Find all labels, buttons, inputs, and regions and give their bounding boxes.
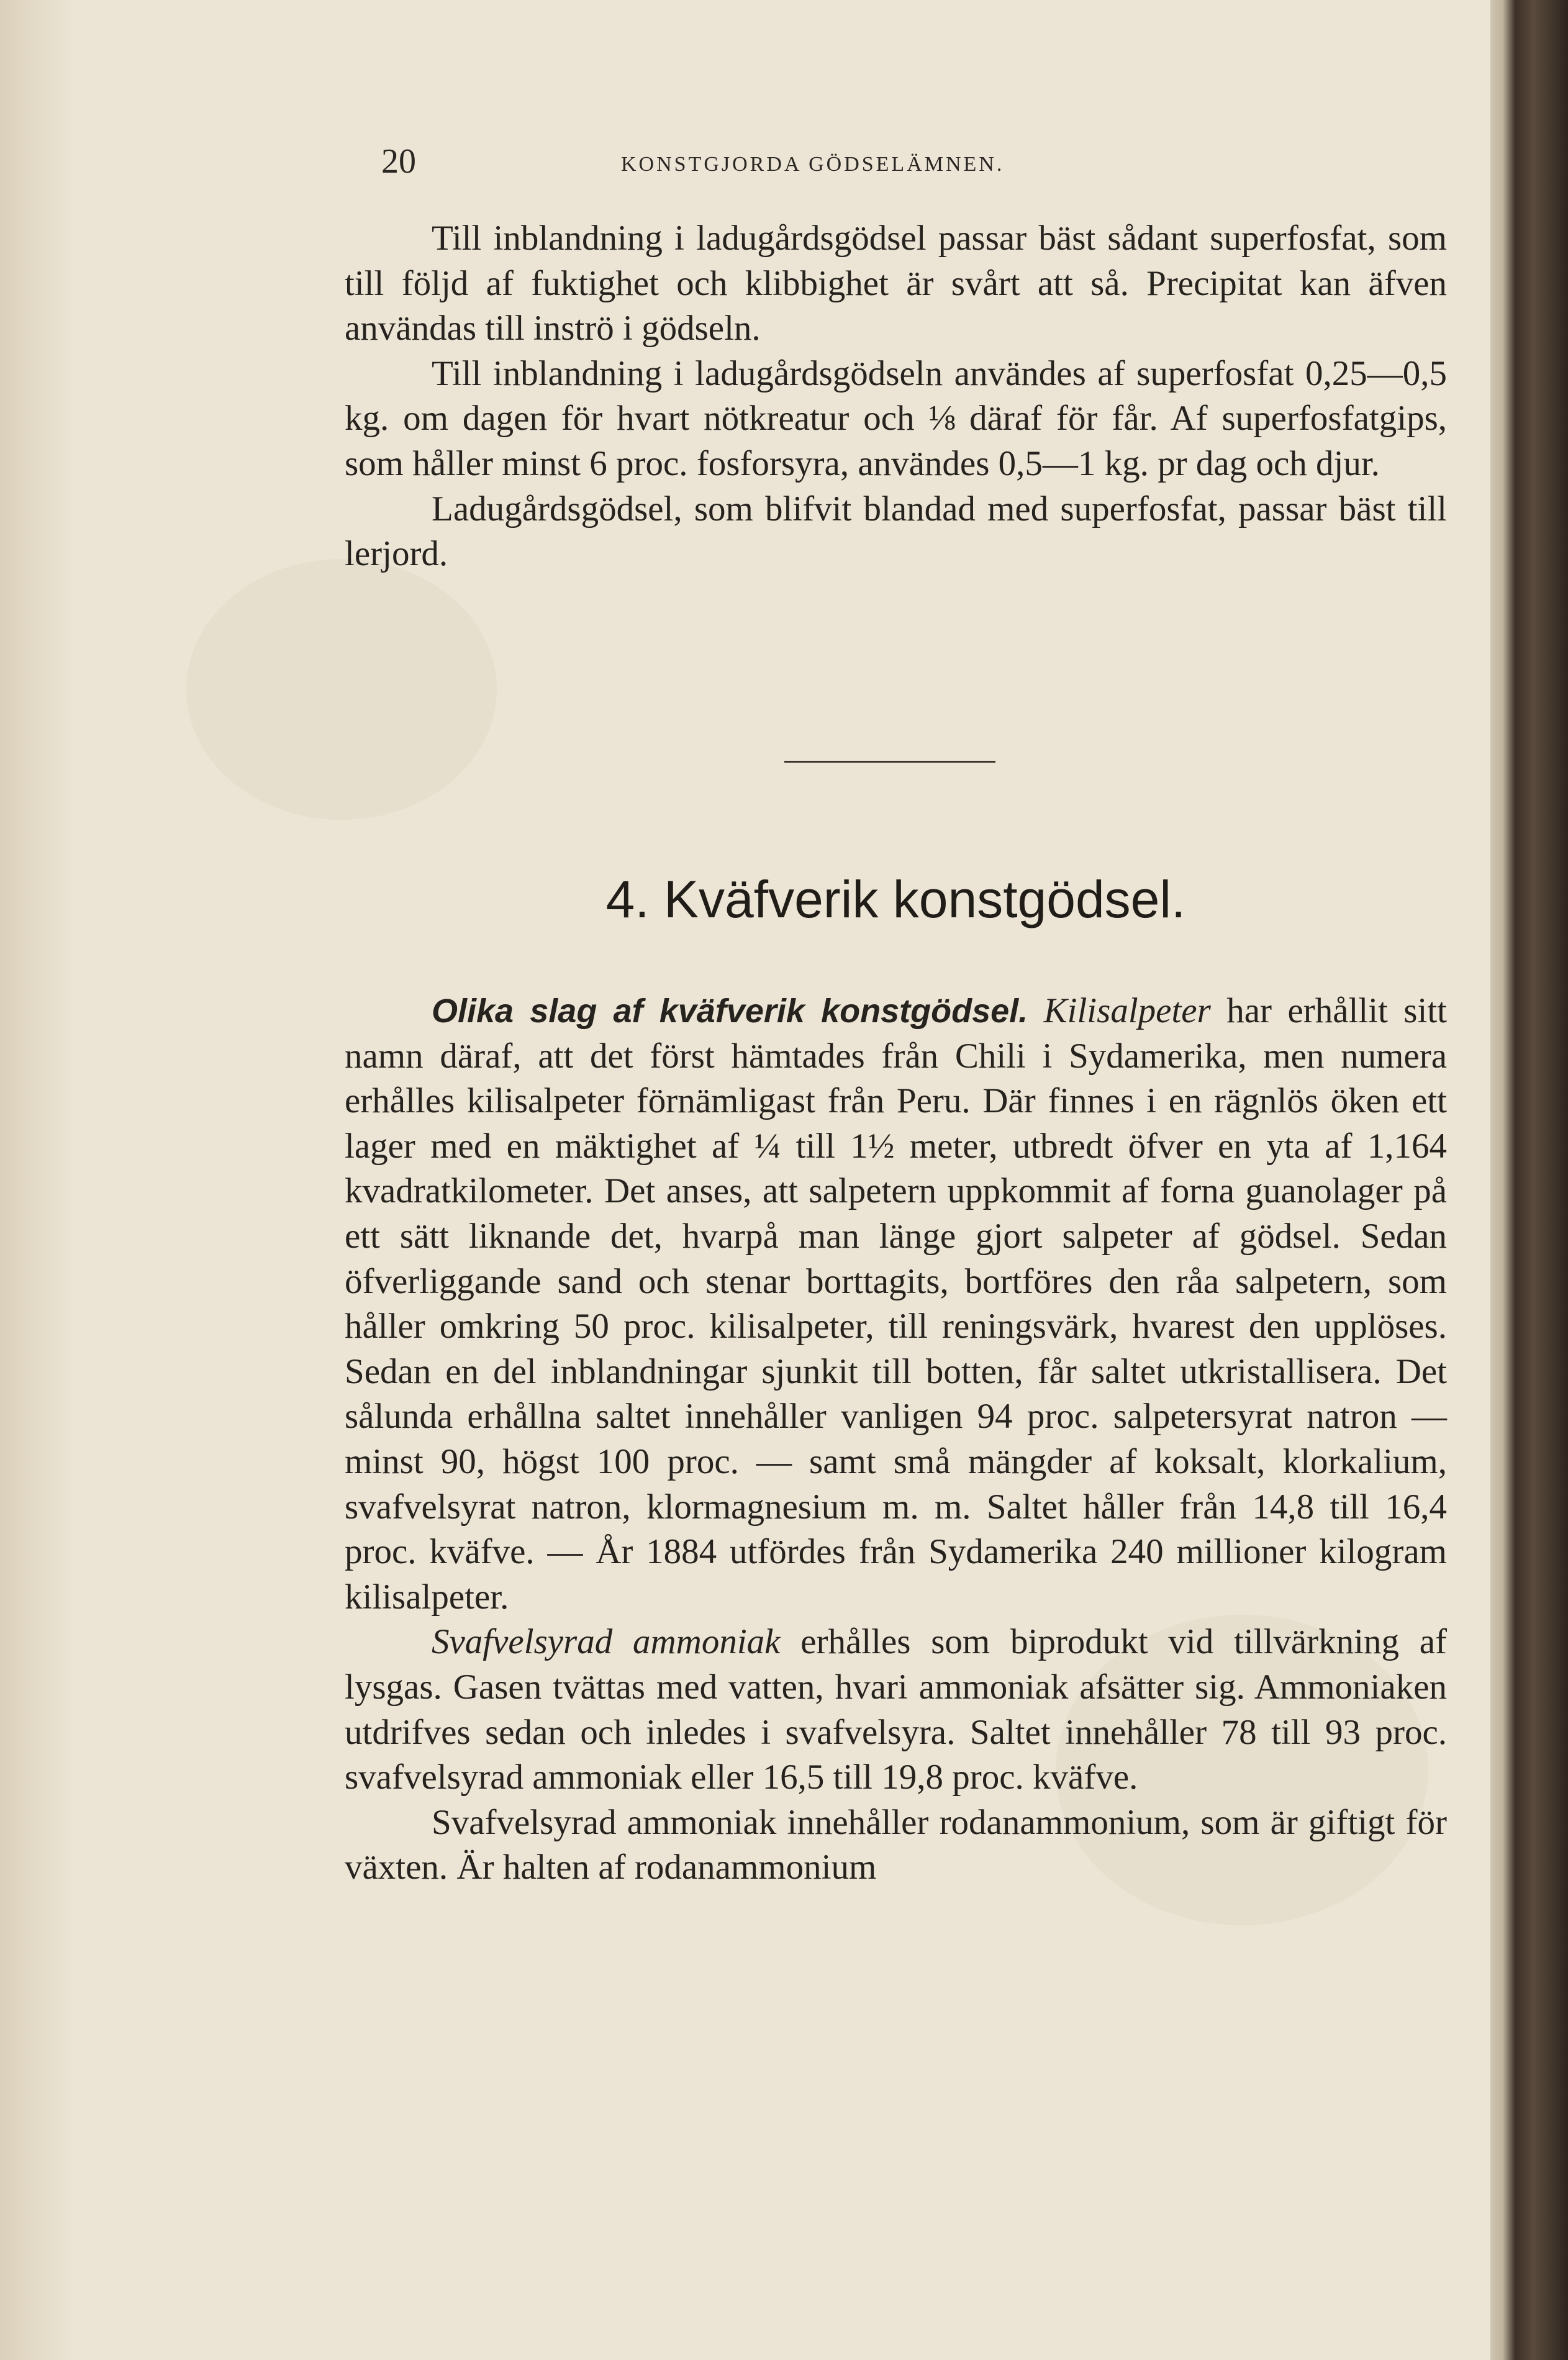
running-head: KONSTGJORDA GÖDSELÄMNEN.: [621, 153, 1005, 176]
run-in-heading: Olika slag af kväfverik konstgödsel.: [432, 992, 1028, 1030]
text-block-kvafverik: [345, 989, 1447, 1890]
paragraph-text: har erhållit sitt namn däraf, att det först hämtades från Chili i Sydamerika, men numera erhålles kilisalpeter förnämligast från Peru. Där finnes i en rägnlös öken ett lager med en mäktighet af ¼ till 1½ meter, utbredt öfver en yta af 1,164 kvadratkilometer. Det anses, att salpetern uppkommit af forna guanolager på ett sätt liknande det, hvarpå man länge gjort salpeter af gödsel. Sedan öfverliggande sand och stenar borttagits, bortföres den råa salpetern, som håller omkring 50 proc. kilisalpeter, till reningsvärk, hvarest den upplöses. Sedan en del inblandningar sjunkit till botten, får saltet utkristallisera. Det sålunda erhållna saltet innehåller vanligen 94 proc. salpetersyrat natron — minst 90, högst 100 proc. — samt små mängder af koksalt, klorkalium, svafvelsyrat natron, klormagnesium m. m. Saltet håller från 14,8 till 16,4 proc. kväfve. — År 1884 utfördes från Sydamerika 240 millioner kilogram kilisalpeter.: [345, 991, 1448, 1617]
term-svafvelsyrad-ammoniak: Svafvelsyrad ammoniak: [432, 1622, 781, 1662]
page-gutter-shadow: [0, 0, 75, 2360]
paragraph: Till inblandning i ladugårdsgödseln användes af superfosfat 0,25—0,5 kg. om dagen för hvart nötkreatur och ⅛ däraf för får. Af superfosfatgips, som håller minst 6 proc. fosforsyra, användes 0,5—1 kg. pr dag och djur.: [345, 353, 1447, 483]
paper-stain: [186, 559, 497, 820]
page-header: [348, 142, 1453, 191]
term-kilisalpeter: Kilisalpeter: [1043, 991, 1211, 1030]
section-heading: 4. Kväfverik konstgödsel.: [605, 870, 1186, 928]
paragraph-text: erhålles som biprodukt vid tillvärkning af lysgas. Gasen tvättas med vatten, hvari ammoniak afsätter sig. Ammoniaken utdrifves sedan och inledes i svafvelsyra. Saltet innehåller 78 till 93 proc. svafvelsyrad ammoniak eller 16,5 till 19,8 proc. kväfve.: [345, 1622, 1447, 1797]
book-page-edge: [1490, 0, 1568, 2360]
page-number: 20: [381, 142, 416, 181]
paragraph: Till inblandning i ladugårdsgödsel passar bäst sådant superfosfat, som till följd af fuktighet och klibbighet är svårt att så. Precipitat kan äfven användas till inströ i gödseln.: [345, 219, 1447, 348]
paragraph: Ladugårdsgödsel, som blifvit blandad med superfosfat, passar bäst till lerjord.: [345, 489, 1447, 574]
paragraph: [345, 1620, 1447, 1800]
paragraph: Svafvelsyrad ammoniak innehåller rodanammonium, som är giftigt för växten. Är halten af rodanammonium: [345, 1802, 1447, 1887]
text-block-superfosfat: [345, 216, 1447, 577]
section-divider: [784, 761, 995, 763]
paragraph: [345, 989, 1447, 1620]
